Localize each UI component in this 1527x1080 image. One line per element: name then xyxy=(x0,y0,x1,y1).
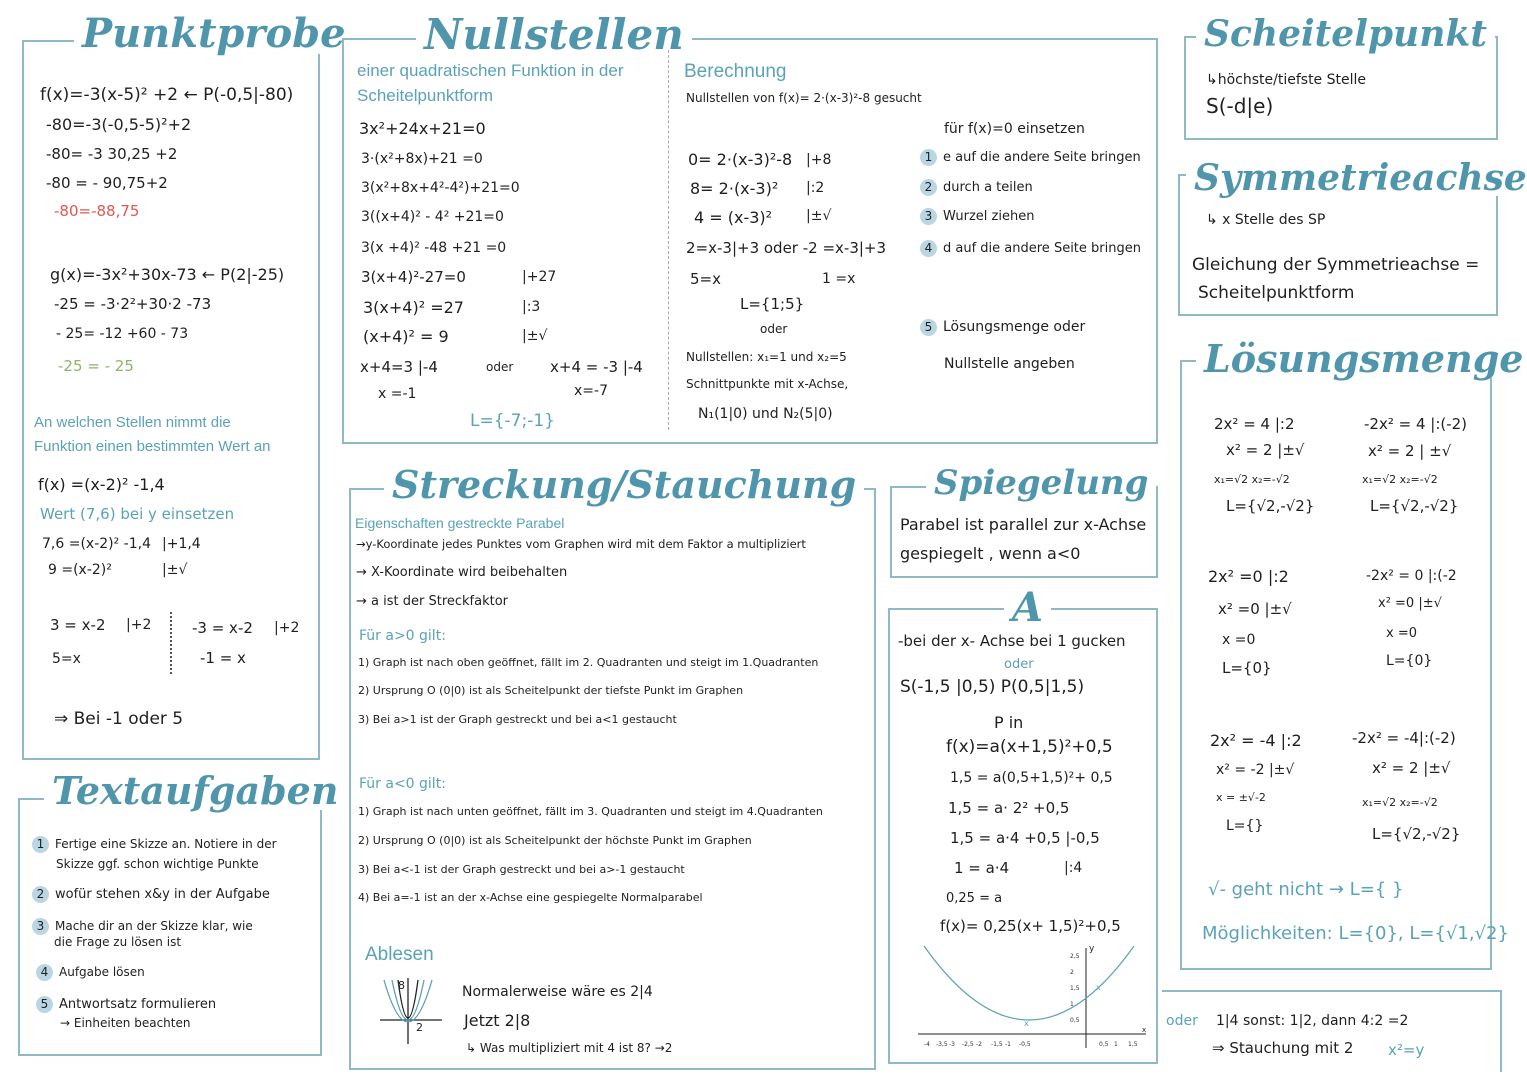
a-graph-ylabel: y xyxy=(1089,944,1095,954)
step-number: 2 xyxy=(920,179,937,196)
ta-item xyxy=(32,836,277,853)
ns-solution: L={-7;-1} xyxy=(470,411,555,431)
a-graph-xtick: 1 xyxy=(1114,1041,1118,1048)
ns-line: 3(x +4)² -48 +21 =0 xyxy=(361,240,507,256)
lm-line: x² =0 |±√ xyxy=(1218,600,1292,618)
ns-line: x+4 = -3 |-4 xyxy=(550,358,643,376)
ns-op: |±√ xyxy=(522,328,548,344)
ns-r: 5=x xyxy=(690,270,721,288)
ns-line: (x+4)² = 9 xyxy=(363,327,449,346)
ns-oder: oder xyxy=(486,360,514,374)
lm-line: x₁=√2 x₂=-√2 xyxy=(1362,796,1438,809)
ns-r: 0= 2·(x-3)²-8 xyxy=(688,150,793,169)
lm-line: L={√2,-√2} xyxy=(1370,497,1459,515)
pp-line: -80=-3(-0,5-5)²+2 xyxy=(46,115,192,134)
pp-eq: -1 = x xyxy=(200,649,246,667)
a-graph-xtick: 0,5 xyxy=(1099,1041,1109,1048)
a-line: f(x)=a(x+1,5)²+0,5 xyxy=(946,737,1113,757)
ns-r: oder xyxy=(760,322,788,336)
ob-line: x²=y xyxy=(1388,1041,1425,1059)
a-graph-xtick: -1,5 xyxy=(991,1041,1003,1048)
a-graph-ytick: 1 xyxy=(1070,1001,1074,1008)
st-prop: 1) Graph ist nach oben geöffnet, fällt im 2. Quadranten und steigt im 1.Quadranten xyxy=(358,656,819,669)
pp-result: -25 = - 25 xyxy=(58,357,134,375)
st-bullet: → X-Koordinate wird beibehalten xyxy=(356,565,568,580)
ta-item xyxy=(36,996,216,1013)
step-text: durch a teilen xyxy=(943,180,1033,195)
a-line: -bei der x- Achse bei 1 gucken xyxy=(898,632,1126,650)
lm-line: x₁=√2 x₂=-√2 xyxy=(1362,473,1438,486)
lm-line: -2x² = -4|:(-2) xyxy=(1352,729,1456,747)
st-prop: 4) Bei a=-1 ist an der x-Achse eine gespiegelte Normalparabel xyxy=(358,891,703,904)
ns-rop: |+8 xyxy=(806,152,832,168)
lm-note: Möglichkeiten: L={0}, L={√1,√2} xyxy=(1202,923,1509,944)
step-text: d auf die andere Seite bringen xyxy=(943,241,1141,256)
sp-line: S(-d|e) xyxy=(1206,94,1274,118)
step-number: 3 xyxy=(32,918,49,935)
lm-line: L={√2,-√2} xyxy=(1372,825,1461,843)
sg-line: gespiegelt , wenn a<0 xyxy=(900,544,1081,563)
ns-line: x+4=3 |-4 xyxy=(360,358,438,376)
sg-line: Parabel ist parallel zur x-Achse xyxy=(900,515,1147,534)
lm-line: x = ±√-2 xyxy=(1216,791,1266,804)
a-line: 1 = a·4 xyxy=(954,859,1010,877)
pp-line: -80= -3 30,25 +2 xyxy=(46,145,178,163)
st-axis-label: 2 xyxy=(416,1021,423,1034)
step-text: Lösungsmenge oder xyxy=(943,319,1086,335)
ns-step xyxy=(920,208,1034,225)
step-number: 4 xyxy=(920,240,937,257)
ns-line: 3·(x²+8x)+21 =0 xyxy=(361,151,483,167)
st-prop: 2) Ursprung O (0|0) ist als Scheitelpunkt der höchste Punkt im Graphen xyxy=(358,834,752,847)
pp-eq: 3 = x-2 xyxy=(50,616,106,634)
ob-oder: oder xyxy=(1166,1013,1198,1029)
st-heading: Für a>0 gilt: xyxy=(359,628,446,644)
step-number: 1 xyxy=(32,836,49,853)
a-line: S(-1,5 |0,5) P(0,5|1,5) xyxy=(900,677,1085,697)
lm-line: L={0} xyxy=(1386,653,1433,669)
lm-line: -2x² = 4 |:(-2) xyxy=(1364,415,1468,433)
ns-r: Schnittpunkte mit x-Achse, xyxy=(686,377,849,391)
ns-line: 3(x²+8x+4²-4²)+21=0 xyxy=(361,180,520,196)
pp-eq: 9 =(x-2)² xyxy=(48,562,112,578)
ns-step xyxy=(920,179,1033,196)
step-number: 5 xyxy=(36,996,53,1013)
st-prop: 2) Ursprung O (0|0) ist als Scheitelpunkt der tiefste Punkt im Graphen xyxy=(358,684,744,697)
lm-line: L={} xyxy=(1226,818,1264,834)
lm-line: 2x² = -4 |:2 xyxy=(1210,731,1302,750)
ta-item xyxy=(32,918,253,935)
pp-line: -80 = - 90,75+2 xyxy=(46,174,168,192)
ns-step xyxy=(920,149,1141,166)
step-number: 4 xyxy=(36,964,53,981)
a-line: 1,5 = a(0,5+1,5)²+ 0,5 xyxy=(950,770,1113,786)
st-heading: Für a<0 gilt: xyxy=(359,776,446,792)
ns-divider xyxy=(668,50,669,430)
ta-text: Fertige eine Skizze an. Notiere in der xyxy=(55,837,277,851)
oder-box xyxy=(1162,990,1502,1072)
step-text: Wurzel ziehen xyxy=(943,209,1035,224)
st-prop: 3) Bei a>1 ist der Graph gestreckt und bei a<1 gestaucht xyxy=(358,713,677,726)
lm-line: x² =0 |±√ xyxy=(1378,596,1442,611)
ns-r: 4 = (x-3)² xyxy=(694,208,773,227)
ta-text: Antwortsatz formulieren xyxy=(59,997,217,1012)
a-graph-xtick: -4 xyxy=(924,1041,930,1048)
pp-line: -25 = -3·2²+30·2 -73 xyxy=(54,295,212,313)
lm-note: √- geht nicht → L={ } xyxy=(1208,879,1404,900)
a-graph-xtick: 1,5 xyxy=(1128,1041,1138,1048)
streckung-title: Streckung/Stauchung xyxy=(384,466,864,504)
ns-r: 1 =x xyxy=(822,271,856,287)
st-bullet: → a ist der Streckfaktor xyxy=(356,594,509,609)
lm-line: x =0 xyxy=(1222,632,1256,648)
a-line: f(x)= 0,25(x+ 1,5)²+0,5 xyxy=(940,917,1121,935)
pp-op: |+2 xyxy=(126,617,152,633)
st-note: Jetzt 2|8 xyxy=(464,1011,531,1030)
lm-line: 2x² =0 |:2 xyxy=(1208,567,1289,586)
svg-text:x: x xyxy=(1096,983,1101,992)
ns-op: |+27 xyxy=(522,269,557,285)
st-mini-graph xyxy=(378,976,444,1046)
st-bullet: →y-Koordinate jedes Punktes vom Graphen wird mit dem Faktor a multipliziert xyxy=(356,537,806,551)
a-title: A xyxy=(1004,588,1051,628)
st-ablesen: Ablesen xyxy=(365,944,434,965)
pp-answer: ⇒ Bei -1 oder 5 xyxy=(54,709,184,729)
punktprobe-title: Punktprobe xyxy=(74,14,354,54)
pp-op: |±√ xyxy=(162,562,188,578)
svg-text:x: x xyxy=(1024,1019,1029,1028)
lm-line: L={√2,-√2} xyxy=(1226,497,1315,515)
sym-line: Gleichung der Symmetrieachse = xyxy=(1192,255,1480,275)
ta-item xyxy=(36,964,145,981)
st-note: Normalerweise wäre es 2|4 xyxy=(462,984,653,1000)
sym-line: ↳ x Stelle des SP xyxy=(1206,212,1326,228)
st-sub: Eigenschaften gestreckte Parabel xyxy=(355,515,565,531)
ns-op: |:3 xyxy=(522,299,541,315)
a-graph xyxy=(918,944,1150,1054)
ns-r: 8= 2·(x-3)² xyxy=(690,179,779,198)
pp-line: f(x)=-3(x-5)² +2 ← P(-0,5|-80) xyxy=(40,85,294,105)
ns-r: 2=x-3|+3 oder -2 =x-3|+3 xyxy=(686,239,887,257)
lm-line: x² = 2 | ±√ xyxy=(1368,442,1452,460)
ns-subtitle: Scheitelpunktform xyxy=(357,86,494,105)
lm-line: x =0 xyxy=(1386,626,1417,641)
ta-text: Aufgabe lösen xyxy=(59,965,145,979)
step-number: 1 xyxy=(920,149,937,166)
nullstellen-title: Nullstellen xyxy=(416,14,692,56)
pp-wert: Wert (7,6) bei y einsetzen xyxy=(40,505,235,523)
pp-line: - 25= -12 +60 - 73 xyxy=(56,326,189,342)
pp-line: g(x)=-3x²+30x-73 ← P(2|-25) xyxy=(50,265,285,284)
ns-einsetzen: für f(x)=0 einsetzen xyxy=(944,121,1085,137)
ns-line: x =-1 xyxy=(378,386,417,402)
a-graph-xtick: -1 xyxy=(1005,1041,1011,1048)
ns-line: 3x²+24x+21=0 xyxy=(359,119,486,138)
step-text: e auf die andere Seite bringen xyxy=(943,150,1141,165)
lm-line: x² = 2 |±√ xyxy=(1226,441,1305,459)
ns-line: x=-7 xyxy=(574,383,608,399)
ns-step xyxy=(920,240,1141,257)
st-axis-label: 8 xyxy=(398,979,405,992)
lm-line: -2x² = 0 |:(-2 xyxy=(1366,568,1457,584)
a-graph-ytick: 2 xyxy=(1070,969,1074,976)
ns-r: Nullstellen: x₁=1 und x₂=5 xyxy=(686,350,847,364)
step-number: 3 xyxy=(920,208,937,225)
ta-text: wofür stehen x&y in der Aufgabe xyxy=(55,887,270,902)
a-line: 0,25 = a xyxy=(946,891,1003,906)
pp-divider xyxy=(170,612,172,674)
ta-item-line2: → Einheiten beachten xyxy=(60,1016,191,1030)
ta-item xyxy=(32,886,270,903)
symmetrie-title: Symmetrieachse xyxy=(1186,160,1527,196)
a-graph-xlabel: x xyxy=(1142,1026,1147,1034)
pp-question: Funktion einen bestimmten Wert an xyxy=(34,438,271,455)
step-number: 5 xyxy=(920,319,937,336)
lm-line: x² = -2 |±√ xyxy=(1216,762,1295,778)
lm-line: 2x² = 4 |:2 xyxy=(1214,415,1295,433)
a-oder: oder xyxy=(1004,657,1034,672)
a-line: P in xyxy=(994,713,1024,732)
a-line: 1,5 = a·4 +0,5 |-0,5 xyxy=(950,829,1100,847)
ob-line: 1|4 sonst: 1|2, dann 4:2 =2 xyxy=(1216,1013,1409,1029)
a-line: 1,5 = a· 2² +0,5 xyxy=(948,799,1070,817)
ns-rop: |±√ xyxy=(806,208,832,224)
ns-step5 xyxy=(920,319,1085,336)
ta-text: Mache dir an der Skizze klar, wie xyxy=(55,919,253,933)
ns-berechnung: Berechnung xyxy=(684,61,787,82)
pp-result: -80=-88,75 xyxy=(54,202,140,220)
ob-line: ⇒ Stauchung mit 2 xyxy=(1212,1039,1354,1057)
a-graph-ytick: 1,5 xyxy=(1070,985,1080,992)
lm-line: x² = 2 |±√ xyxy=(1372,759,1451,777)
st-prop: 1) Graph ist nach unten geöffnet, fällt im 3. Quadranten und steigt im 4.Quadranten xyxy=(358,805,823,818)
step-number: 2 xyxy=(32,886,49,903)
a-op: |:4 xyxy=(1064,860,1083,876)
ta-item-line2: Skizze ggf. schon wichtige Punkte xyxy=(56,857,259,871)
lm-line: x₁=√2 x₂=-√2 xyxy=(1214,473,1290,486)
lm-line: L={0} xyxy=(1222,659,1272,677)
pp-func: f(x) =(x-2)² -1,4 xyxy=(38,475,165,494)
ns-step5-line2: Nullstelle angeben xyxy=(944,356,1075,372)
st-prop: 3) Bei a<-1 ist der Graph gestreckt und bei a>-1 gestaucht xyxy=(358,863,685,876)
pp-op: |+1,4 xyxy=(162,536,201,552)
sp-line: ↳höchste/tiefste Stelle xyxy=(1206,72,1367,88)
ns-r: L={1;5} xyxy=(740,295,805,313)
spiegelung-title: Spiegelung xyxy=(926,466,1156,500)
scheitelpunkt-title: Scheitelpunkt xyxy=(1196,16,1495,52)
ns-rop: |:2 xyxy=(806,180,825,196)
a-graph-xtick: -3 xyxy=(949,1041,955,1048)
a-graph-xtick: -0,5 xyxy=(1019,1041,1031,1048)
ns-line: 3((x+4)² - 4² +21=0 xyxy=(361,209,504,225)
ns-line: 3(x+4)² =27 xyxy=(363,298,464,317)
textaufgaben-title: Textaufgaben xyxy=(44,772,346,810)
sym-line: Scheitelpunktform xyxy=(1198,283,1355,303)
ta-item-line2: die Frage zu lösen ist xyxy=(54,935,182,949)
pp-op: |+2 xyxy=(274,620,300,636)
ns-r: Nullstellen von f(x)= 2·(x-3)²-8 gesucht xyxy=(686,91,922,105)
st-note: ↳ Was multipliziert mit 4 ist 8? →2 xyxy=(466,1041,673,1055)
ns-line: 3(x+4)²-27=0 xyxy=(361,268,466,286)
ns-r: N₁(1|0) und N₂(5|0) xyxy=(698,406,833,422)
pp-eq: 5=x xyxy=(52,651,81,667)
pp-eq: -3 = x-2 xyxy=(192,619,253,637)
pp-eq: 7,6 =(x-2)² -1,4 xyxy=(42,536,151,552)
a-graph-xtick: -3,5 xyxy=(936,1041,948,1048)
pp-question: An welchen Stellen nimmt die xyxy=(34,414,231,431)
a-graph-xtick: -2 xyxy=(976,1041,982,1048)
a-graph-ytick: 2,5 xyxy=(1070,953,1080,960)
ns-subtitle: einer quadratischen Funktion in der xyxy=(357,61,624,80)
a-graph-ytick: 0,5 xyxy=(1070,1017,1080,1024)
a-graph-xtick: -2,5 xyxy=(962,1041,974,1048)
loesung-title: Lösungsmenge xyxy=(1196,340,1527,378)
